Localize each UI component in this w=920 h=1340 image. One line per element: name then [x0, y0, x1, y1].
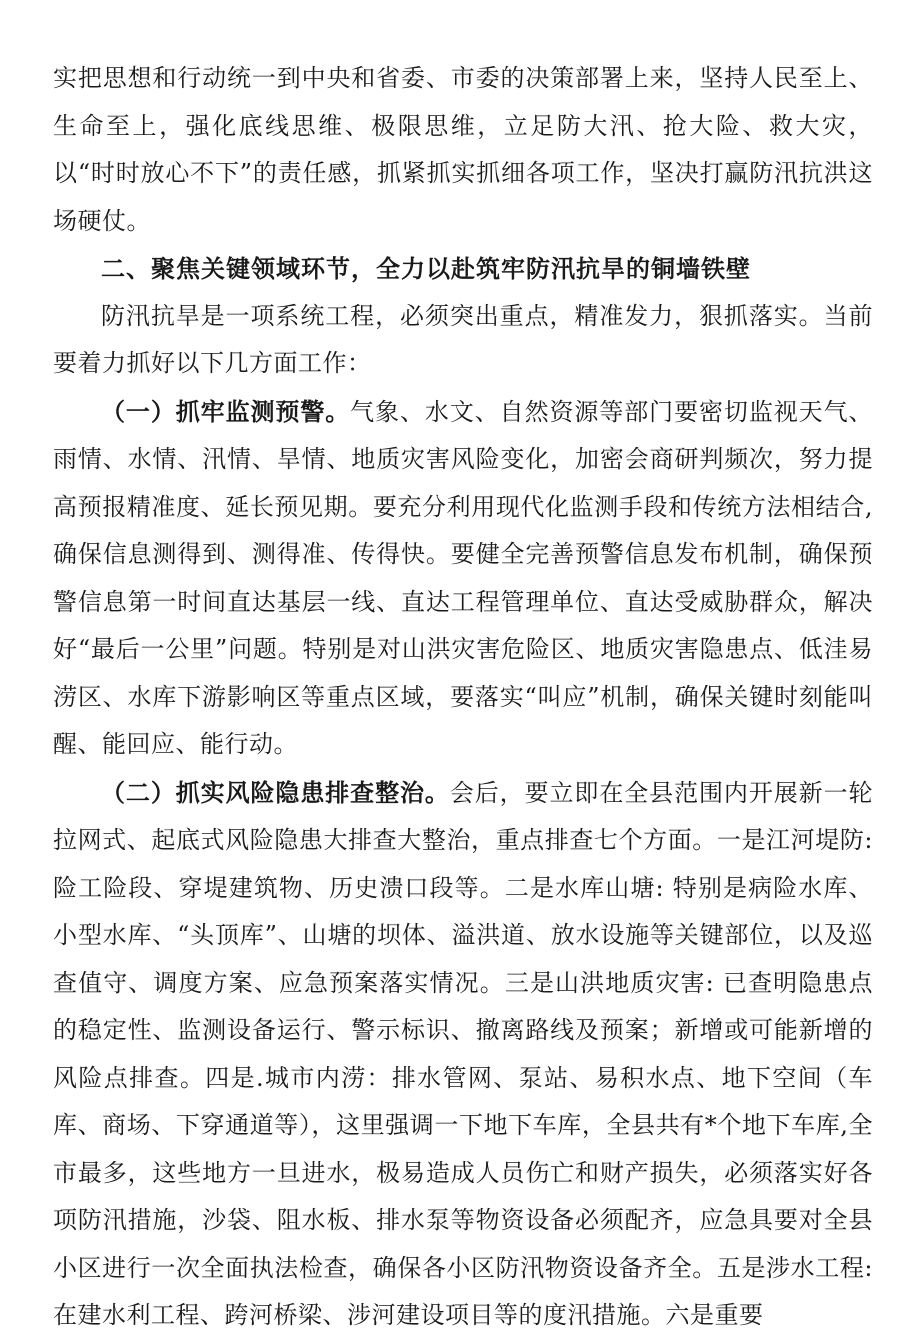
- document-body: [53, 55, 873, 1340]
- monitoring-lead: （一）抓牢监测预警。: [101, 396, 351, 426]
- monitoring-paragraph: [53, 388, 873, 769]
- intro-paragraph: 实把思想和行动统一到中央和省委、市委的决策部署上来，坚持人民至上、生命至上，强化底线思维、极限思维，立足防大汛、抢大险、救大灾，以“时时放心不下”的责任感，抓紧抓实抓细各项工作，坚决打赢防汛抗洪这场硬仗。: [53, 64, 873, 235]
- section-heading: 二、聚焦关键领域环节，全力以赴筑牢防汛抗旱的铜墙铁壁: [101, 254, 751, 283]
- hazard-lead: （二）抓实风险隐患排查整治。: [101, 777, 450, 807]
- hazard-paragraph: [53, 769, 873, 1340]
- overview-paragraph: 防汛抗旱是一项系统工程，必须突出重点，精准发力，狠抓落实。当前要着力抓好以下几方面工作：: [53, 301, 873, 377]
- hazard-body: 会后，要立即在全县范围内开展新一轮拉网式、起底式风险隐患大排查大整治，重点排查七个方面。一是江河堤防: 险工险段、穿堤建筑物、历史溃口段等。二是水库山塘: 特别是病险水库、小型水库、“头顶库”、山塘的坝体、溢洪道、放水设施等关键部位，以及巡查值守、调度方案、应急预案落实情况。三是山洪地质灾害: 已查明隐患点的稳定性、监测设备运行、警示标识、撤离路线及预案；新增或可能新增的风险点排查。四是.城市内涝：排水管网、泵站、易积水点、地下空间（车库、商场、下穿通道等），这里强调一下地下车库，全县共有*个地下车库,全市最多，这些地方一旦进水，极易造成人员伤亡和财产损失，必须落实好各项防汛措施，沙袋、阻水板、排水泵等物资设备必须配齐，应急具要对全县小区进行一次全面执法检查，确保各小区防汛物资设备齐全。五是涉水工程: 在建水利工程、跨河桥梁、涉河建设项目等的度汛措施。六是重要: [53, 778, 874, 1329]
- monitoring-body: 气象、水文、自然资源等部门要密切监视天气、雨情、水情、汛情、旱情、地质灾害风险变化，加密会商研判频次，努力提高预报精准度、延长预见期。要充分利用现代化监测手段和传统方法相结合,确保信息测得到、测得准、传得快。要健全完善预警信息发布机制，确保预警信息第一时间直达基层一线、直达工程管理单位、直达受威胁群众，解决好“最后一公里”问题。特别是对山洪灾害危险区、地质灾害隐患点、低洼易涝区、水库下游影响区等重点区域，要落实“叫应”机制，确保关键时刻能叫醒、能回应、能行动。: [53, 397, 874, 758]
